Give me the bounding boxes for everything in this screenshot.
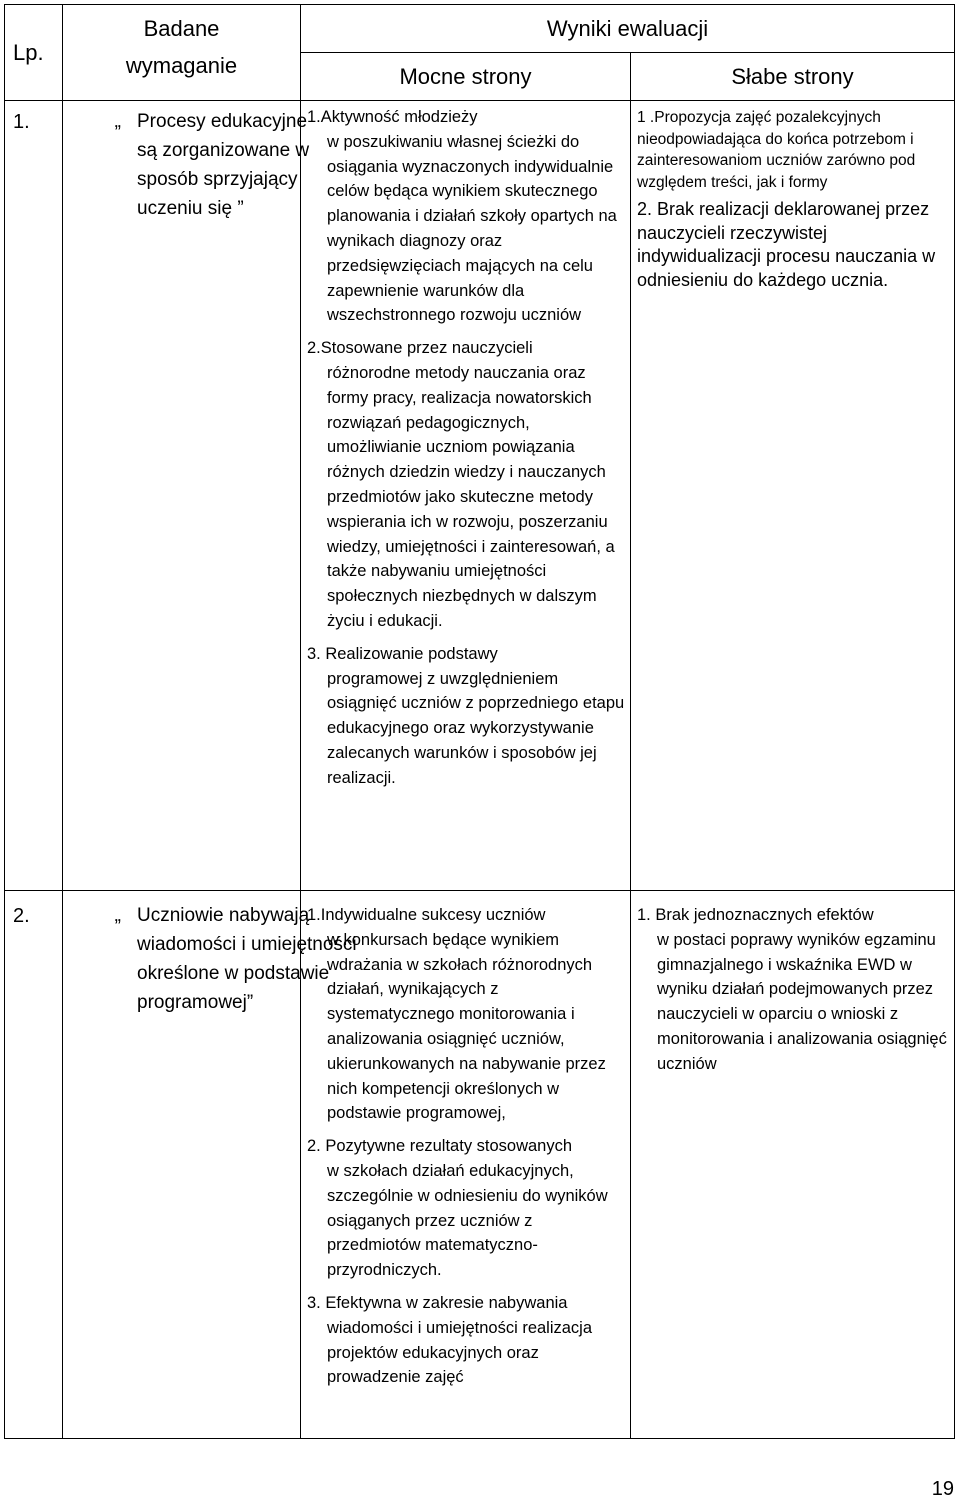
requirement-cell xyxy=(63,101,310,891)
requirement-cell xyxy=(63,891,357,1439)
strength-item: 3. Efektywna w zakresie nabywania wiadomości i umiejętności realizacja projektów edukacyjnych oraz prowadzenie zajęć xyxy=(307,1293,593,1387)
header-wyniki: Wyniki ewaluacji xyxy=(301,5,955,53)
weakness-item: 1 .Propozycja zajęć pozalekcyjnych nieodpowiadająca do końca potrzebom i zainteresowaniom uczniów zarówno pod względem treści, jak i formy xyxy=(637,109,916,192)
weakness-item: 1. Brak jednoznacznych efektów w postaci poprawy wyników egzaminu gimnazjalnego i wskaźnika EWD w wyniku działań podejmowanych przez nauczycieli w oparciu o wnioski z monitorowania i analizowania osiągnięć uczniów xyxy=(637,906,947,1073)
page-number: 19 xyxy=(931,1478,954,1500)
weakness-item: 2. Brak realizacji deklarowanej przez nauczycieli rzeczywistej indywidualizacji procesu nauczania w odniesieniu do każdego ucznia. xyxy=(637,198,936,291)
strength-item: 2.Stosowane przez nauczycieli różnorodne metody nauczania oraz formy pracy, realizacja nowatorskich rozwiązań pedagogicznych, umożliwianie uczniom powiązania różnych dziedzin wiedzy i nauczanych przedmiotów jako skuteczne metody wspierania ich w rozwoju, poszerzaniu wiedzy, umiejętności i zainteresowań, a także nabywaniu umiejętności społecznych niezbędnych w dalszym życiu i edukacji. xyxy=(307,339,615,630)
strength-item: 2. Pozytywne rezultaty stosowanych w szkołach działań edukacyjnych, szczególnie w odniesieniu do wyników osiąganych przez uczniów z przedmiotów matematyczno-przyrodniczych. xyxy=(307,1137,608,1280)
quote-mark: „ xyxy=(114,111,121,132)
weaknesses-cell xyxy=(631,891,955,1439)
header-badane: Badane xyxy=(63,5,301,53)
row-number: 2. xyxy=(5,891,63,1439)
strength-item: 1.Indywidualne sukcesy uczniów w konkursach będące wynikiem wdrażania w szkołach różnorodnych działań, wynikających z systematycznego monitorowania i analizowania osiągnięć uczniów, ukierunkowanych na nabywanie przez nich kompetencji określonych w podstawie programowej, xyxy=(307,906,606,1123)
evaluation-table xyxy=(4,4,955,1439)
header-wymaganie: wymaganie xyxy=(63,53,301,101)
quote-mark: „ xyxy=(114,905,121,926)
strengths-cell xyxy=(301,101,631,891)
table-row xyxy=(5,891,955,1439)
header-mocne: Mocne strony xyxy=(301,53,631,101)
header-lp: Lp. xyxy=(5,5,63,101)
weaknesses-cell xyxy=(631,101,955,891)
header-slabe: Słabe strony xyxy=(631,53,955,101)
requirement-text: Procesy edukacyjne są zorganizowane w sposób sprzyjający uczeniu się ” xyxy=(137,111,310,219)
table-row xyxy=(5,101,955,891)
row-number: 1. xyxy=(5,101,63,891)
requirement-text: Uczniowie nabywają wiadomości i umiejętności określone w podstawie programowej” xyxy=(137,905,357,1013)
strengths-cell xyxy=(301,891,631,1439)
strength-item: 3. Realizowanie podstawy programowej z uwzględnieniem osiągnięć uczniów z poprzedniego etapu edukacyjnego oraz wykorzystywanie zalecanych warunków i sposobów jej realizacji. xyxy=(307,644,625,787)
strength-item: 1.Aktywność młodzieży w poszukiwaniu własnej ścieżki do osiągania wyznaczonych indywidualnie celów będąca wynikiem skutecznego planowania i działań szkoły opartych na wynikach diagnozy oraz przedsięwzięciach mających na celu zapewnienie warunków dla wszechstronnego rozwoju uczniów xyxy=(307,108,617,325)
